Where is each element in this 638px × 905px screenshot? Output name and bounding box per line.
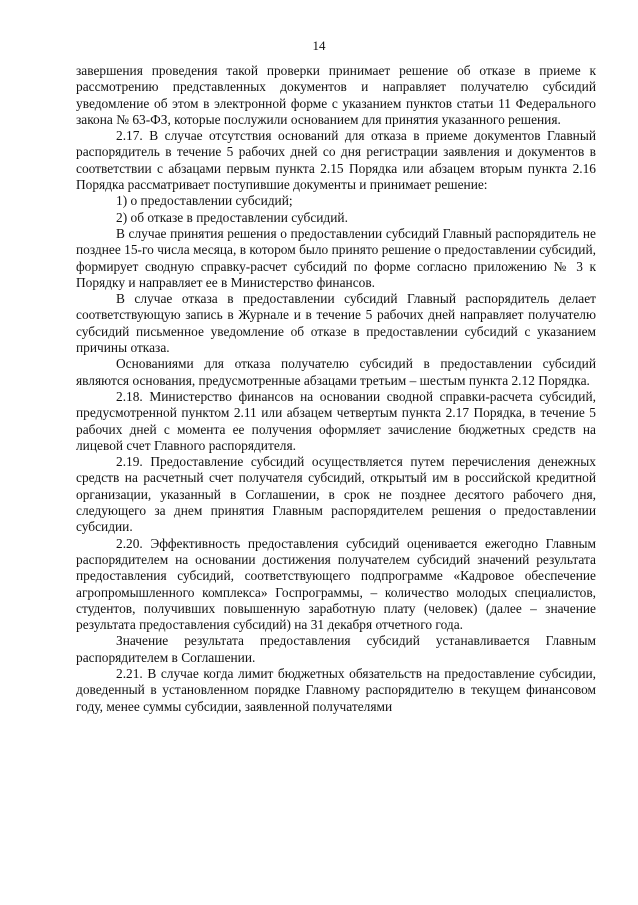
paragraph: 2) об отказе в предоставлении субсидий. bbox=[116, 209, 348, 225]
paragraph: 2.17. В случае отсутствия оснований для отказа в приеме документов Главный распорядитель в течение 5 рабочих дней со дня регистрации заявления и документов в соответствии с абзацами первым пункта 2.15 Порядка или абзацем вторым пункта 2.16 Порядка рассматривает поступившие документы и принимает решение: bbox=[76, 128, 596, 193]
paragraph: Значение результата предоставления субсидий устанавливается Главным распорядителем в Соглашении. bbox=[76, 633, 596, 665]
paragraph: Основаниями для отказа получателю субсидий в предоставлении субсидий являются основания, предусмотренные абзацами третьим – шестым пункта 2.12 Порядка. bbox=[76, 356, 596, 388]
paragraph: 2.21. В случае когда лимит бюджетных обязательств на предоставление субсидии, доведенный в установленном порядке Главному распорядителю в текущем финансовом году, менее суммы субсидии, заявленной получателями bbox=[76, 665, 596, 714]
paragraph: завершения проведения такой проверки принимает решение об отказе в приеме к рассмотрению представленных документов и направляет получателю субсидий уведомление об этом в электронной форме с указанием пунктов статьи 11 Федерального закона № 63-ФЗ, которые послужили основанием для принятия указанного решения. bbox=[76, 63, 596, 127]
paragraph: В случае отказа в предоставлении субсидий Главный распорядитель делает соответствующую запись в Журнале и в течение 5 рабочих дней направляет получателю субсидий письменное уведомление об отказе в предоставлении субсидий с указанием причины отказа. bbox=[76, 291, 596, 356]
document-body bbox=[76, 63, 596, 715]
paragraph: 1) о предоставлении субсидий; bbox=[116, 193, 293, 209]
page-number: 14 bbox=[312, 38, 326, 53]
paragraph: 2.20. Эффективность предоставления субсидий оценивается ежегодно Главным распорядителем на основании достижения получателем субсидий значений результата предоставления субсидий, соответствующего подпрограмме «Кадровое обеспечение агропромышленного комплекса» Госпрограммы, – количество молодых специалистов, студентов, получивших повышенную заработную плату (человек) (далее – значение результата предоставления субсидий) на 31 декабря отчетного года. bbox=[76, 535, 596, 633]
paragraph: 2.18. Министерство финансов на основании сводной справки-расчета субсидий, предусмотренной пунктом 2.11 или абзацем четвертым пункта 2.17 Порядка, в течение 5 рабочих дней с момента ее получения оформляет зачисление бюджетных средств на лицевой счет Главного распорядителя. bbox=[76, 388, 596, 453]
paragraph: В случае принятия решения о предоставлении субсидий Главный распорядитель не позднее 15-го числа месяца, в котором было принято решение о предоставлении субсидий, формирует сводную справку-расчет субсидий по форме согласно приложению № 3 к Порядку и направляет ее в Министерство финансов. bbox=[76, 225, 596, 290]
paragraph: 2.19. Предоставление субсидий осуществляется путем перечисления денежных средств на расчетный счет получателя субсидий, открытый им в российской кредитной организации, указанный в Соглашении, в срок не позднее десятого рабочего дня, следующего за днем принятия Главным распорядителем решения о предоставлении субсидии. bbox=[76, 454, 596, 535]
